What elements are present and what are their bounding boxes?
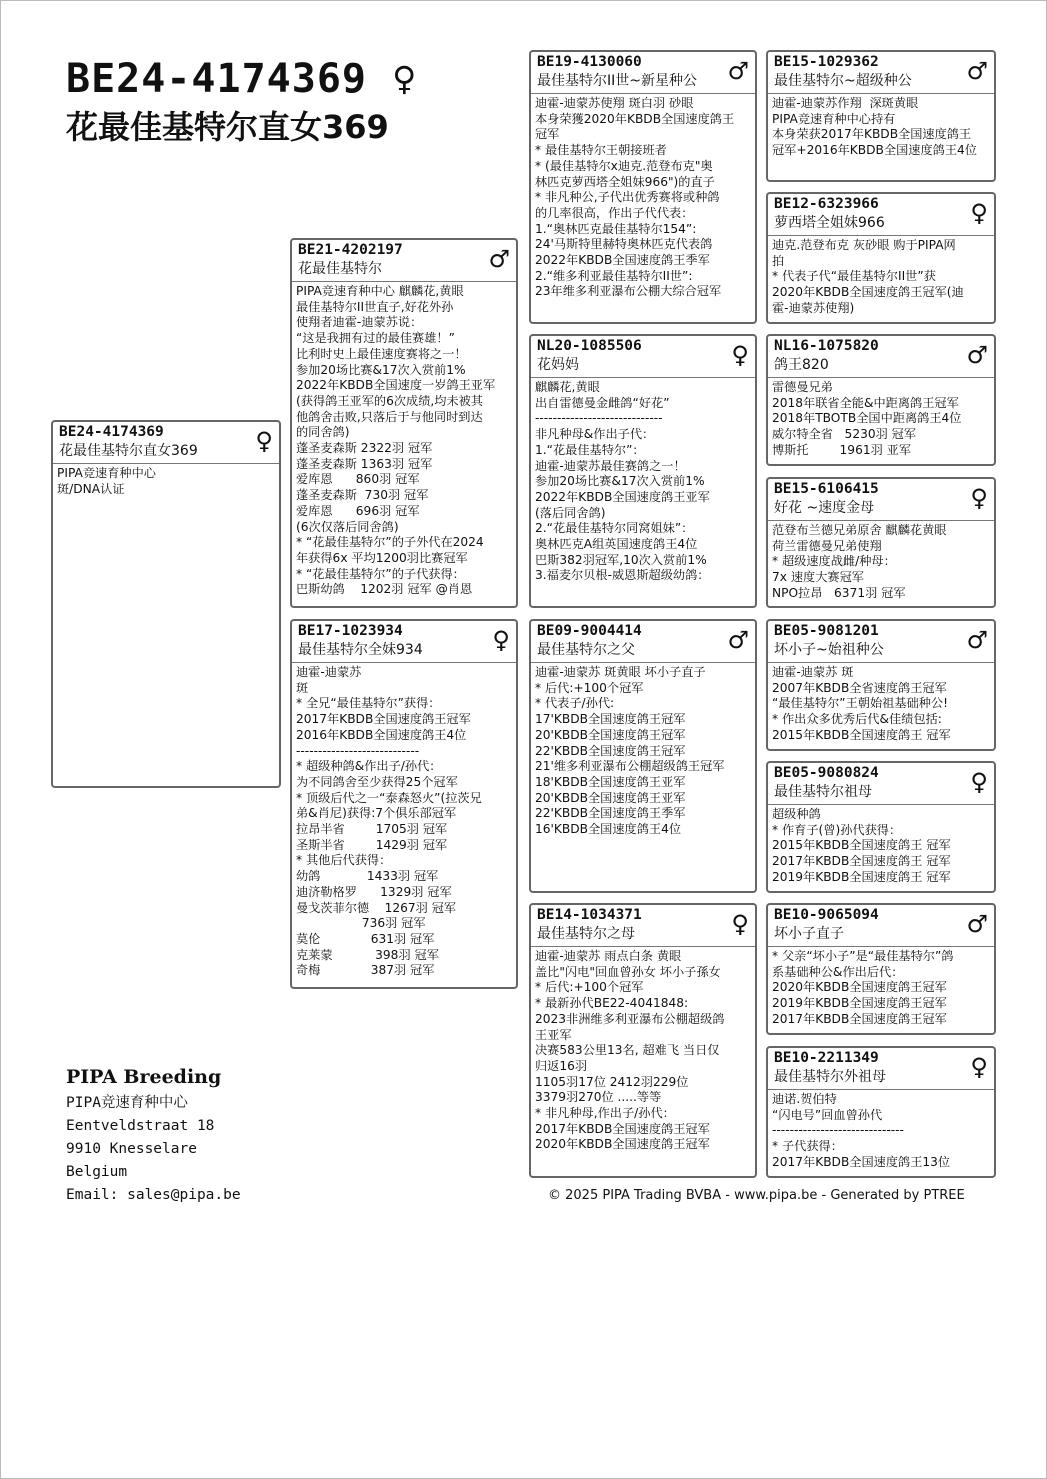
pigeon-name: 最佳基特尔~超级种公 bbox=[774, 73, 912, 89]
detail-line: 1.“花最佳基特尔”： bbox=[535, 442, 645, 457]
detail-line: * 全兄“最佳基特尔”获得： bbox=[296, 696, 441, 711]
card-details bbox=[531, 947, 755, 1153]
detail-line: 2020年KBDB全国速度鸽王冠军 bbox=[535, 1137, 710, 1152]
female-icon: ♀ bbox=[731, 910, 749, 938]
detail-line: PIPA竞速育种中心持有 bbox=[772, 111, 896, 126]
detail-line: 2007年KBDB全省速度鸽王冠军 bbox=[772, 680, 947, 695]
card-header bbox=[531, 621, 755, 663]
card-details bbox=[768, 805, 994, 886]
card-header bbox=[768, 194, 994, 236]
pigeon-name: 花妈妈 bbox=[537, 357, 579, 373]
detail-line: 迪济勒格罗 1329羽 冠军 bbox=[296, 884, 452, 899]
detail-line: * 代表子代“最佳基特尔II世”获 bbox=[772, 269, 936, 284]
detail-line: NPO拉昂 6371羽 冠军 bbox=[772, 585, 906, 600]
detail-line: 2.“花最佳基特尔同窝姐妹”： bbox=[535, 521, 694, 536]
detail-line: 雷德曼兄弟 bbox=[772, 380, 833, 394]
detail-line: 17'KBDB全国速度鸽王冠军 bbox=[535, 712, 686, 727]
detail-line: 16'KBDB全国速度鸽王4位 bbox=[535, 822, 682, 837]
detail-line: PIPA竞速育种中心 麒麟花,黄眼 bbox=[296, 284, 464, 298]
detail-line: 22'KBDB全国速度鸽王季军 bbox=[535, 806, 686, 821]
detail-line: “闪电号”回血曾孙代 bbox=[772, 1107, 883, 1122]
pigeon-name: 花最佳基特尔 bbox=[298, 261, 382, 277]
detail-line: ----------------------------- bbox=[535, 411, 663, 426]
detail-line: * 父亲“坏小子”是“最佳基特尔”鸽 bbox=[772, 949, 954, 963]
detail-line: 圣斯半省 1429羽 冠军 bbox=[296, 837, 448, 852]
detail-line: 22'KBDB全国速度鸽王冠军 bbox=[535, 743, 686, 758]
pigeon-card-maternal-grandmother bbox=[529, 903, 757, 1178]
detail-line: * 作出众多优秀后代&佳绩包括: bbox=[772, 712, 942, 727]
detail-line: 736羽 冠军 bbox=[296, 916, 426, 931]
detail-line: * 非凡种公,子代出优秀赛将或种鸽 bbox=[535, 190, 720, 205]
detail-line: 2017年KBDB全国速度鸽王 冠军 bbox=[772, 854, 951, 869]
pigeon-name: 最佳基特尔全妹934 bbox=[298, 642, 423, 658]
pigeon-name: 坏小子~始祖种公 bbox=[774, 642, 884, 658]
pigeon-card-ggm-2 bbox=[766, 477, 996, 608]
detail-line: 2019年KBDB全国速度鸽王冠军 bbox=[772, 996, 947, 1011]
ring-number: BE14-1034371 bbox=[537, 907, 642, 923]
detail-line: 麒麟花,黄眼 bbox=[535, 380, 600, 394]
detail-line: 21'维多利亚瀑布公棚超级鸽王冠军 bbox=[535, 759, 725, 774]
detail-line: 拉昂半省 1705羽 冠军 bbox=[296, 822, 448, 837]
pigeon-card-paternal-grandmother bbox=[529, 334, 757, 608]
ring-number: BE24-4174369 bbox=[59, 424, 164, 440]
detail-line: 决赛583公里13名, 超难飞 当日仅 bbox=[535, 1043, 720, 1058]
card-header bbox=[768, 1048, 994, 1090]
pigeon-name: 鸽王820 bbox=[774, 357, 829, 373]
detail-line: 归返16羽 bbox=[535, 1058, 588, 1073]
ring-number: BE05-9080824 bbox=[774, 765, 879, 781]
detail-line: 2015年KBDB全国速度鸽王 冠军 bbox=[772, 727, 951, 742]
detail-line: 2017年KBDB全国速度鸽王冠军 bbox=[296, 712, 471, 727]
detail-line: 克莱蒙 398羽 冠军 bbox=[296, 947, 439, 962]
pigeon-card-paternal-grandfather bbox=[529, 50, 757, 324]
detail-line: 迪霍-迪蒙苏 bbox=[296, 665, 362, 679]
pigeon-card-father bbox=[290, 238, 518, 608]
pigeon-card-ggm-4 bbox=[766, 1046, 996, 1178]
detail-line: “最佳基特尔”王朝始祖基础种公! bbox=[772, 696, 948, 711]
detail-line: 爱库恩 696羽 冠军 bbox=[296, 503, 420, 518]
ring-number: BE12-6323966 bbox=[774, 196, 879, 212]
detail-line: 7x 速度大赛冠军 bbox=[772, 570, 864, 585]
detail-line: 冠军+2016年KBDB全国速度鸽王4位 bbox=[772, 143, 977, 158]
detail-line: 2023非洲维多利亚瀑布公棚超级鸽 bbox=[535, 1011, 725, 1026]
pigeon-card-ggf-2 bbox=[766, 334, 996, 466]
detail-line: ------------------------------ bbox=[772, 1123, 904, 1138]
detail-line: 2017年KBDB全国速度鸽王冠军 bbox=[535, 1121, 710, 1136]
detail-line: 使翔者迪霍-迪蒙苏说： bbox=[296, 315, 423, 330]
detail-line: 奇梅 387羽 冠军 bbox=[296, 963, 435, 978]
detail-line: * 子代获得： bbox=[772, 1139, 843, 1154]
detail-line: 2015年KBDB全国速度鸽王 冠军 bbox=[772, 838, 951, 853]
pigeon-card-maternal-grandfather bbox=[529, 619, 757, 893]
detail-line: 出自雷德曼金雌鸽“好花” bbox=[535, 395, 670, 410]
detail-line: 霍-迪蒙苏使翔) bbox=[772, 300, 855, 315]
card-header bbox=[768, 52, 994, 94]
male-icon: ♂ bbox=[966, 626, 988, 654]
detail-line: 威尔特全省 5230羽 冠军 bbox=[772, 427, 917, 442]
email-link[interactable]: Email: sales@pipa.be bbox=[66, 1187, 241, 1203]
card-header bbox=[768, 621, 994, 663]
ring-number: BE09-9004414 bbox=[537, 623, 642, 639]
card-header bbox=[531, 336, 755, 378]
detail-line: 林匹克萝西塔全姐妹966")的直子 bbox=[535, 174, 715, 189]
detail-line: 曼戈茨菲尔德 1267羽 冠军 bbox=[296, 900, 457, 915]
male-icon: ♂ bbox=[966, 341, 988, 369]
detail-line: ---------------------------- bbox=[296, 743, 420, 758]
detail-line: (获得鸽王亚军的6次成绩,均未被其 bbox=[296, 393, 484, 408]
detail-line: 他鸽舍击败,只落后于与他同时到达 bbox=[296, 409, 483, 424]
card-details bbox=[531, 94, 755, 300]
detail-line: 比利时史上最佳速度赛将之一！ bbox=[296, 346, 467, 361]
detail-line: 迪克.范登布克 灰砂眼 购于PIPA网 bbox=[772, 238, 956, 252]
detail-line: 2022年KBDB全国速度鸽王季军 bbox=[535, 253, 710, 268]
pigeon-name: 坏小子直子 bbox=[774, 926, 844, 942]
male-icon: ♂ bbox=[488, 245, 510, 273]
pigeon-name: 花最佳基特尔直女369 bbox=[59, 443, 198, 459]
detail-line: 弟&肖尼)获得:7个俱乐部冠军 bbox=[296, 806, 457, 821]
card-details bbox=[768, 378, 994, 459]
ring-number: BE15-1029362 bbox=[774, 54, 879, 70]
detail-line: 18'KBDB全国速度鸽王亚军 bbox=[535, 774, 686, 789]
detail-line: * 后代:+100个冠军 bbox=[535, 680, 644, 695]
pigeon-name: 最佳基特尔II世~新星种公 bbox=[537, 73, 697, 89]
detail-line: 的几率很高，作出子代代表： bbox=[535, 205, 694, 220]
detail-line: * 作育子(曾)孙代获得： bbox=[772, 822, 902, 837]
detail-line: 非凡种母&作出子代： bbox=[535, 427, 655, 442]
pigeon-name: 好花 ~速度金母 bbox=[774, 500, 875, 516]
detail-line: 幼鸽 1433羽 冠军 bbox=[296, 869, 439, 884]
pigeon-name: 最佳基特尔之父 bbox=[537, 642, 635, 658]
pigeon-name: 最佳基特尔外祖母 bbox=[774, 1069, 886, 1085]
detail-line: 斑/DNA认证 bbox=[57, 481, 125, 496]
card-header bbox=[768, 763, 994, 805]
card-details bbox=[768, 94, 994, 159]
detail-line: * 超级种鸽&作出子/孙代： bbox=[296, 759, 442, 774]
ring-number: BE10-2211349 bbox=[774, 1050, 879, 1066]
pigeon-card-mother bbox=[290, 619, 518, 989]
detail-line: 本身荣獲2020年KBDB全国速度鸽王 bbox=[535, 111, 735, 126]
pedigree-title: BE24-4174369 ♀ bbox=[66, 56, 418, 102]
detail-line: 参加20场比赛&17次入赏前1% bbox=[296, 362, 466, 377]
detail-line: 2016年KBDB全国速度鸽王4位 bbox=[296, 727, 467, 742]
detail-line: 2018年TBOTB全国中距离鸽王4位 bbox=[772, 411, 962, 426]
detail-line: 参加20场比赛&17次入赏前1% bbox=[535, 474, 705, 489]
detail-line: 2017年KBDB全国速度鸽王13位 bbox=[772, 1154, 951, 1169]
detail-line: 1105羽17位 2412羽229位 bbox=[535, 1074, 689, 1089]
detail-line: 2019年KBDB全国速度鸽王 冠军 bbox=[772, 869, 951, 884]
detail-line: 蓬圣麦森斯 1363羽 冠军 bbox=[296, 456, 433, 471]
detail-line: * 其他后代获得： bbox=[296, 853, 392, 868]
ring-number: BE19-4130060 bbox=[537, 54, 642, 70]
detail-line: 20'KBDB全国速度鸽王冠军 bbox=[535, 727, 686, 742]
detail-line: 年获得6x 平均1200羽比赛冠军 bbox=[296, 550, 468, 565]
detail-line: 冠军 bbox=[535, 127, 560, 142]
detail-line: 24'马斯特里赫特奥林匹克代表鸽 bbox=[535, 237, 713, 252]
pigeon-card-ggm-1 bbox=[766, 192, 996, 324]
card-header bbox=[292, 621, 516, 663]
pedigree-subtitle: 花最佳基特尔直女369 bbox=[66, 108, 389, 146]
detail-line: 巴斯幼鸽 1202羽 冠军 @肖恩 bbox=[296, 582, 473, 597]
detail-line: 盖比"闪电"回血曾孙女 坏小子孫女 bbox=[535, 964, 721, 979]
detail-line: * “花最佳基特尔”的子代获得： bbox=[296, 566, 465, 581]
female-icon: ♀ bbox=[255, 427, 273, 455]
female-icon: ♀ bbox=[970, 1053, 988, 1081]
pigeon-card-ggf-1 bbox=[766, 50, 996, 182]
detail-line: “这是我拥有过的最佳赛雄！” bbox=[296, 331, 455, 346]
male-icon: ♂ bbox=[727, 57, 749, 85]
pigeon-card-subject bbox=[51, 420, 281, 788]
detail-line: 巴斯382羽冠军,10次入赏前1% bbox=[535, 552, 707, 567]
detail-line: 2018年联省全能&中距离鸽王冠军 bbox=[772, 395, 959, 410]
pigeon-name: 最佳基特尔祖母 bbox=[774, 784, 872, 800]
card-details bbox=[768, 521, 994, 602]
address-line: Eentveldstraat 18 bbox=[66, 1118, 215, 1134]
detail-line: 2022年KBDB全国速度鸽王亚军 bbox=[535, 489, 710, 504]
detail-line: 2017年KBDB全国速度鸽王冠军 bbox=[772, 1011, 947, 1026]
detail-line: (6次仅落后同舍鸽) bbox=[296, 519, 399, 534]
detail-line: * 顶级后代之一“泰森怒火”(拉茨兄 bbox=[296, 790, 482, 805]
copyright-notice: © 2025 PIPA Trading BVBA - www.pipa.be - Generated by PTREE bbox=[548, 1188, 965, 1203]
detail-line: * 后代:+100个冠军 bbox=[535, 980, 644, 995]
female-icon: ♀ bbox=[970, 199, 988, 227]
detail-line: 2022年KBDB全国速度一岁鸽王亚军 bbox=[296, 378, 496, 393]
address-line: Belgium bbox=[66, 1164, 128, 1180]
detail-line: * 代表子/孙代: bbox=[535, 696, 615, 711]
card-details bbox=[768, 236, 994, 317]
card-details bbox=[768, 663, 994, 744]
pigeon-name: 萝西塔全姐妹966 bbox=[774, 215, 885, 231]
ring-number: NL20-1085506 bbox=[537, 338, 642, 354]
detail-line: 迪诺.贺伯特 bbox=[772, 1092, 837, 1106]
card-header bbox=[531, 52, 755, 94]
card-details bbox=[768, 1090, 994, 1171]
detail-line: 迪霍-迪蒙苏使翔 斑白羽 砂眼 bbox=[535, 96, 694, 110]
detail-line: 2.“维多利亚最佳基特尔II世”: bbox=[535, 268, 693, 283]
male-icon: ♂ bbox=[727, 626, 749, 654]
detail-line: 3379羽270位 .....等等 bbox=[535, 1090, 662, 1105]
breeder-name: PIPA Breeding bbox=[66, 1066, 222, 1088]
address-line: 9910 Knesselare bbox=[66, 1141, 197, 1157]
detail-line: * 最新孙代BE22-4041848: bbox=[535, 996, 689, 1011]
detail-line: 博斯托 1961羽 亚军 bbox=[772, 442, 912, 457]
address-line: PIPA竞速育种中心 bbox=[66, 1095, 188, 1111]
pigeon-card-ggm-3 bbox=[766, 761, 996, 893]
detail-line: 爱库恩 860羽 冠军 bbox=[296, 472, 420, 487]
detail-line: 的同舍鸽) bbox=[296, 425, 350, 440]
detail-line: 斑 bbox=[296, 680, 309, 695]
detail-line: * 超级速度战雌/种母： bbox=[772, 554, 896, 569]
detail-line: * 最佳基特尔王朝接班者 bbox=[535, 143, 667, 158]
card-details bbox=[292, 663, 516, 979]
detail-line: 奥林匹克A组英国速度鸽王4位 bbox=[535, 537, 698, 552]
detail-line: PIPA竞速育种中心 bbox=[57, 466, 156, 480]
card-details bbox=[768, 947, 994, 1028]
card-header bbox=[53, 422, 279, 464]
detail-line: 拍 bbox=[772, 253, 785, 268]
card-details bbox=[531, 663, 755, 838]
detail-line: * “花最佳基特尔”的子外代在2024 bbox=[296, 535, 484, 550]
card-header bbox=[531, 905, 755, 947]
card-header bbox=[768, 905, 994, 947]
detail-line: 3.福麦尔贝根-威恩斯超级幼鸽： bbox=[535, 568, 710, 583]
ring-number: BE21-4202197 bbox=[298, 242, 403, 258]
detail-line: * 非凡种母,作出子/孙代： bbox=[535, 1106, 675, 1121]
detail-line: 最佳基特尔II世直子,好花外孙 bbox=[296, 299, 454, 314]
detail-line: 莫伦 631羽 冠军 bbox=[296, 931, 435, 946]
detail-line: 20'KBDB全国速度鸽王亚军 bbox=[535, 790, 686, 805]
detail-line: 迪霍-迪蒙苏作翔 深斑黄眼 bbox=[772, 96, 919, 110]
detail-line: 为不同鸽舍至少获得25个冠军 bbox=[296, 774, 458, 789]
detail-line: 系基础种公&作出后代： bbox=[772, 964, 904, 979]
detail-line: 蓬圣麦森斯 2322羽 冠军 bbox=[296, 441, 433, 456]
detail-line: 荷兰雷德曼兄弟使翔 bbox=[772, 538, 882, 553]
detail-line: 迪霍-迪蒙苏 雨点白条 黄眼 bbox=[535, 949, 682, 963]
detail-line: 2020年KBDB全国速度鸽王冠军 bbox=[772, 980, 947, 995]
female-icon: ♀ bbox=[970, 768, 988, 796]
card-details bbox=[531, 378, 755, 584]
detail-line: 范登布兰德兄弟原舍 麒麟花黄眼 bbox=[772, 523, 947, 537]
pigeon-card-ggf-3 bbox=[766, 619, 996, 751]
female-icon: ♀ bbox=[731, 341, 749, 369]
male-icon: ♂ bbox=[966, 910, 988, 938]
female-icon: ♀ bbox=[492, 626, 510, 654]
card-header bbox=[768, 479, 994, 521]
ring-number: BE17-1023934 bbox=[298, 623, 403, 639]
detail-line: * (最佳基特尔x迪克.范登布克"奥 bbox=[535, 158, 713, 173]
detail-line: (落后同舍鸽) bbox=[535, 505, 606, 520]
female-icon: ♀ bbox=[970, 484, 988, 512]
ring-number: BE05-9081201 bbox=[774, 623, 879, 639]
card-details bbox=[292, 282, 516, 598]
detail-line: 迪霍-迪蒙苏 斑 bbox=[772, 665, 854, 679]
male-icon: ♂ bbox=[966, 57, 988, 85]
ring-number: BE15-6106415 bbox=[774, 481, 879, 497]
detail-line: 1.“奥林匹克最佳基特尔154”: bbox=[535, 221, 697, 236]
ring-number: NL16-1075820 bbox=[774, 338, 879, 354]
pigeon-card-ggf-4 bbox=[766, 903, 996, 1035]
ring-number: BE10-9065094 bbox=[774, 907, 879, 923]
detail-line: 本身荣获2017年KBDB全国速度鸽王 bbox=[772, 127, 972, 142]
card-header bbox=[768, 336, 994, 378]
detail-line: 2020年KBDB全国速度鸽王冠军(迪 bbox=[772, 285, 964, 300]
detail-line: 迪霍-迪蒙苏 斑黄眼 坏小子直子 bbox=[535, 665, 706, 679]
breeder-address bbox=[66, 1092, 241, 1207]
detail-line: 蓬圣麦森斯 730羽 冠军 bbox=[296, 488, 429, 503]
card-details bbox=[53, 464, 279, 497]
detail-line: 23年维多利亚瀑布公棚大综合冠军 bbox=[535, 284, 722, 299]
pigeon-name: 最佳基特尔之母 bbox=[537, 926, 635, 942]
detail-line: 王亚军 bbox=[535, 1027, 572, 1042]
card-header bbox=[292, 240, 516, 282]
detail-line: 迪霍-迪蒙苏最佳赛鸽之一！ bbox=[535, 458, 686, 473]
detail-line: 超级种鸽 bbox=[772, 807, 821, 821]
